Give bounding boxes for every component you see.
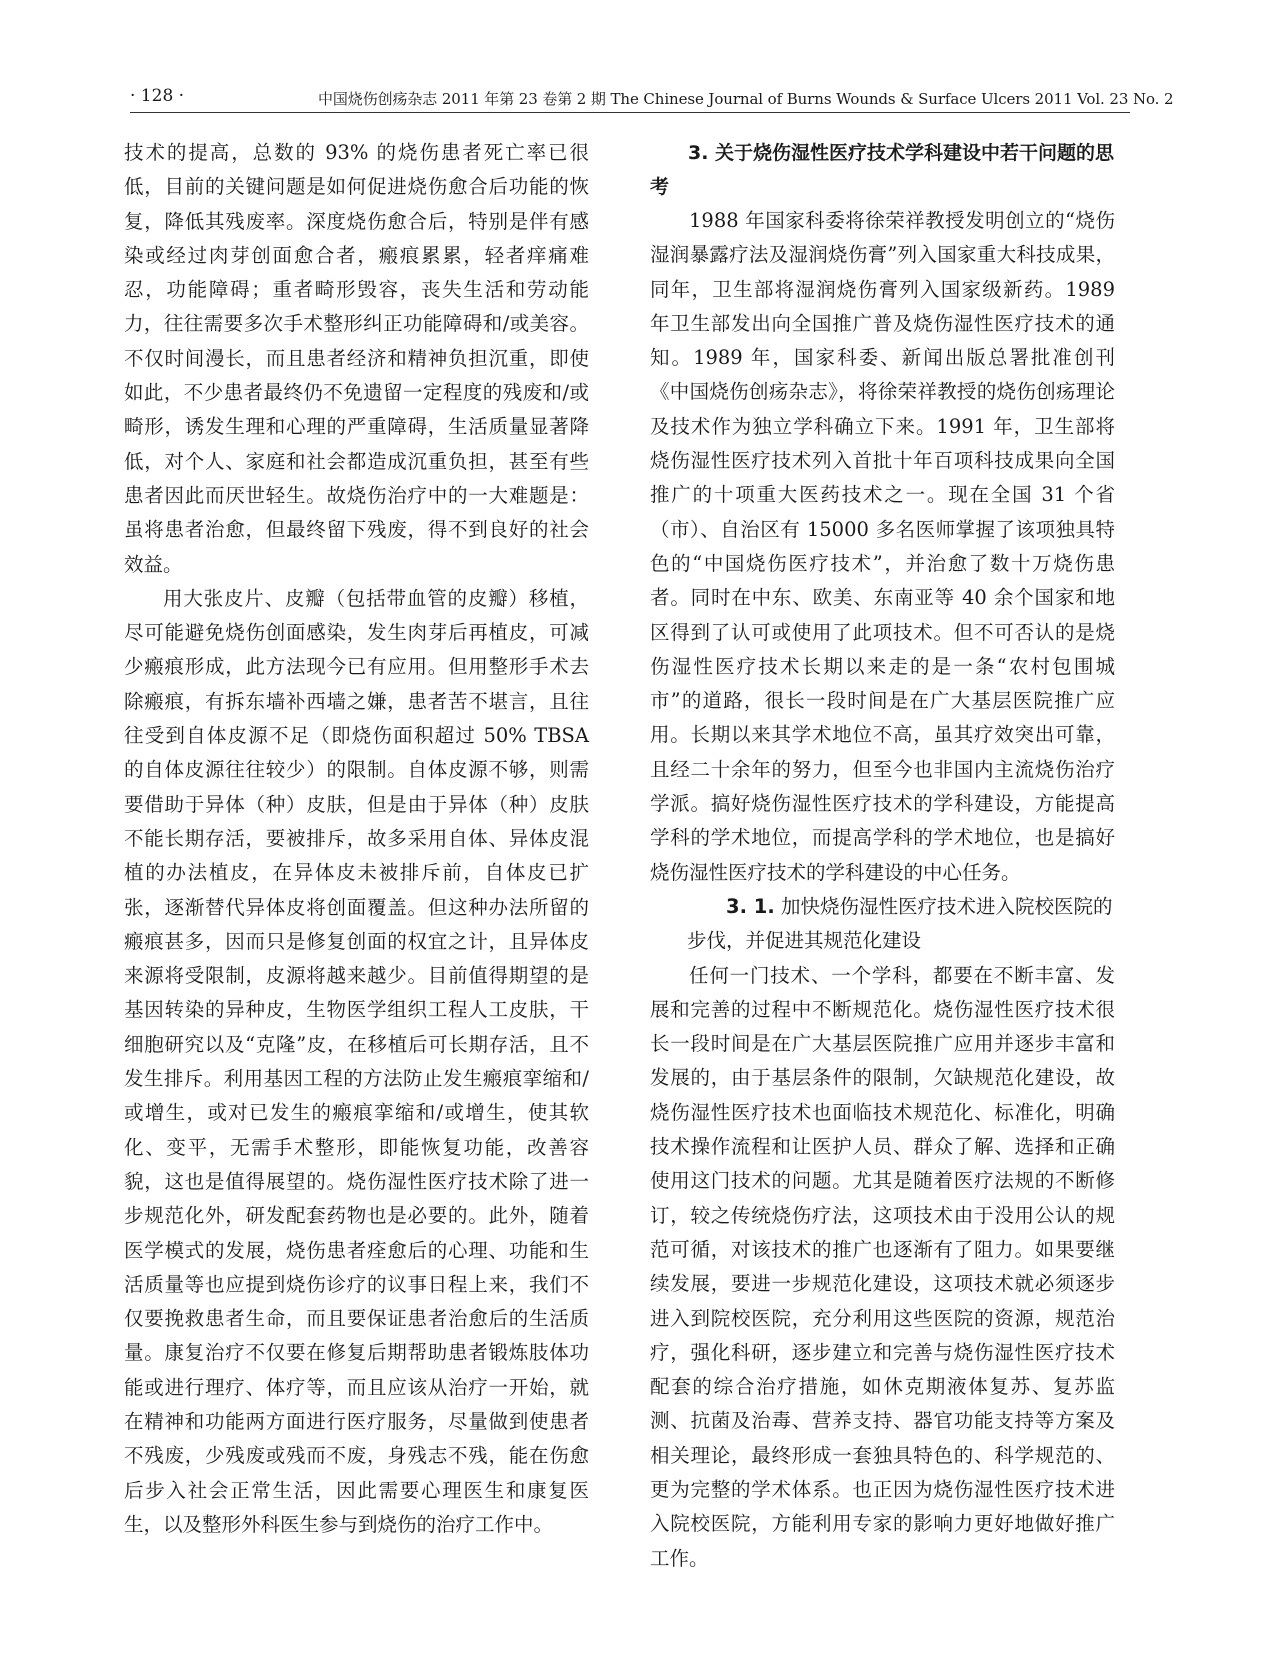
journal-citation: 中国烧伤创疡杂志 2011 年第 23 卷第 2 期 The Chinese Journal of Burns Wounds & Surface Ulcers 2011 Vol. 23 No. 2: [318, 90, 1174, 108]
subsection-number: 3. 1.: [726, 894, 775, 918]
paragraph: 用大张皮片、皮瓣（包括带血管的皮瓣）移植，尽可能避免烧伤创面感染，发生肉芽后再植皮，可减少瘢痕形成，此方法现今已有应用。但用整形手术去除瘢痕，有拆东墙补西墙之嫌，患者苦不堪言，且往往受到自体皮源不足（即烧伤面积超过 50% TBSA 的自体皮源往往较少）的限制。自体皮源不够，则需要借助于异体（种）皮肤，但是由于异体（种）皮肤不能长期存活，要被排斥，故多采用自体、异体皮混植的办法植皮，在异体皮未被排斥前，自体皮已扩张，逐渐替代异体皮将创面覆盖。但这种办法所留的瘢痕甚多，因而只是修复创面的权宜之计，且异体皮来源将受限制，皮源将越来越少。目前值得期望的是基因转染的异种皮，生物医学组织工程人工皮肤，干细胞研究以及“克隆”皮，在移植后可长期存活，且不发生排斥。利用基因工程的方法防止发生瘢痕挛缩和/或增生，或对已发生的瘢痕挛缩和/或增生，使其软化、变平，无需手术整形，即能恢复功能，改善容貌，这也是值得展望的。烧伤湿性医疗技术除了进一步规范化外，研发配套药物也是必要的。此外，随着医学模式的发展，烧伤患者痊愈后的心理、功能和生活质量等也应提到烧伤诊疗的议事日程上来，我们不仅要挽救患者生命，而且要保证患者治愈后的生活质量。康复治疗不仅要在修复后期帮助患者锻炼肢体功能或进行理疗、体疗等，而且应该从治疗一开始，就在精神和功能两方面进行医疗服务，尽量做到使患者不残废，少残废或残而不废，身残志不残，能在伤愈后步入社会正常生活，因此需要心理医生和康复医生，以及整形外科医生参与到烧伤的治疗工作中。: [124, 586, 589, 1536]
paragraph: 技术的提高，总数的 93% 的烧伤患者死亡率已很低，目前的关键问题是如何促进烧伤愈合后功能的恢复，降低其残废率。深度烧伤愈合后，特别是伴有感染或经过肉芽创面愈合者，瘢痕累累，轻者痒痛难忍，功能障碍；重者畸形毁容，丧失生活和劳动能力，往往需要多次手术整形纠正功能障碍和/或美容。不仅时间漫长，而且患者经济和精神负担沉重，即使如此，不少患者最终仍不免遗留一定程度的残废和/或畸形，诱发生理和心理的严重障碍，生活质量显著降低，对个人、家庭和社会都造成沉重负担，甚至有些患者因此而厌世轻生。故烧伤治疗中的一大难题是：虽将患者治愈，但最终留下残废，得不到良好的社会效益。: [124, 141, 589, 576]
subsection-title: 加快烧伤湿性医疗技术进入院校医院的步伐，并促进其规范化建设: [687, 894, 1113, 953]
right-column: [650, 136, 1115, 1576]
paragraph: 1988 年国家科委将徐荣祥教授发明创立的“烧伤湿润暴露疗法及湿润烧伤膏”列入国家重大科技成果，同年，卫生部将湿润烧伤膏列入国家级新药。1989 年卫生部发出向全国推广普及烧伤湿性医疗技术的通知。1989 年，国家科委、新闻出版总署批准创刊《中国烧伤创疡杂志》，将徐荣祥教授的烧伤创疡理论及技术作为独立学科确立下来。1991 年，卫生部将烧伤湿性医疗技术列入首批十年百项科技成果向全国推广的十项重大医药技术之一。现在全国 31 个省（市）、自治区有 15000 多名医师掌握了该项独具特色的“中国烧伤医疗技术”，并治愈了数十万烧伤患者。同时在中东、欧美、东南亚等 40 余个国家和地区得到了认可或使用了此项技术。但不可否认的是烧伤湿性医疗技术长期以来走的是一条“农村包围城市”的道路，很长一段时间是在广大基层医院推广应用。长期以来其学术地位不高，虽其疗效突出可靠，且经二十余年的努力，但至今也非国内主流烧伤治疗学派。搞好烧伤湿性医疗技术的学科建设，方能提高学科的学术地位，而提高学科的学术地位，也是搞好烧伤湿性医疗技术的学科建设的中心任务。: [650, 209, 1115, 884]
subsection-heading: [650, 890, 1115, 959]
paragraph: 任何一门技术、一个学科，都要在不断丰富、发展和完善的过程中不断规范化。烧伤湿性医疗技术很长一段时间是在广大基层医院推广应用并逐步丰富和发展的，由于基层条件的限制，欠缺规范化建设，故烧伤湿性医疗技术也面临技术规范化、标准化，明确技术操作流程和让医护人员、群众了解、选择和正确使用这门技术的问题。尤其是随着医疗法规的不断修订，较之传统烧伤疗法，这项技术由于没用公认的规范可循，对该技术的推广也逐渐有了阻力。如果要继续发展，要进一步规范化建设，这项技术就必须逐步进入到院校医院，充分利用这些医院的资源，规范治疗，强化科研，逐步建立和完善与烧伤湿性医疗技术配套的综合治疗措施，如休克期液体复苏、复苏监测、抗菌及治毒、营养支持、器官功能支持等方案及相关理论，最终形成一套独具特色的、科学规范的、更为完整的学术体系。也正因为烧伤湿性医疗技术进入院校医院，方能利用专家的影响力更好地做好推广工作。: [650, 963, 1115, 1570]
running-header: [130, 86, 1174, 114]
header-rule: [130, 112, 1130, 113]
left-column: [124, 136, 589, 1542]
page-number: · 128 ·: [130, 86, 185, 106]
section-heading: 3. 关于烧伤湿性医疗技术学科建设中若干问题的思考: [650, 142, 1115, 198]
